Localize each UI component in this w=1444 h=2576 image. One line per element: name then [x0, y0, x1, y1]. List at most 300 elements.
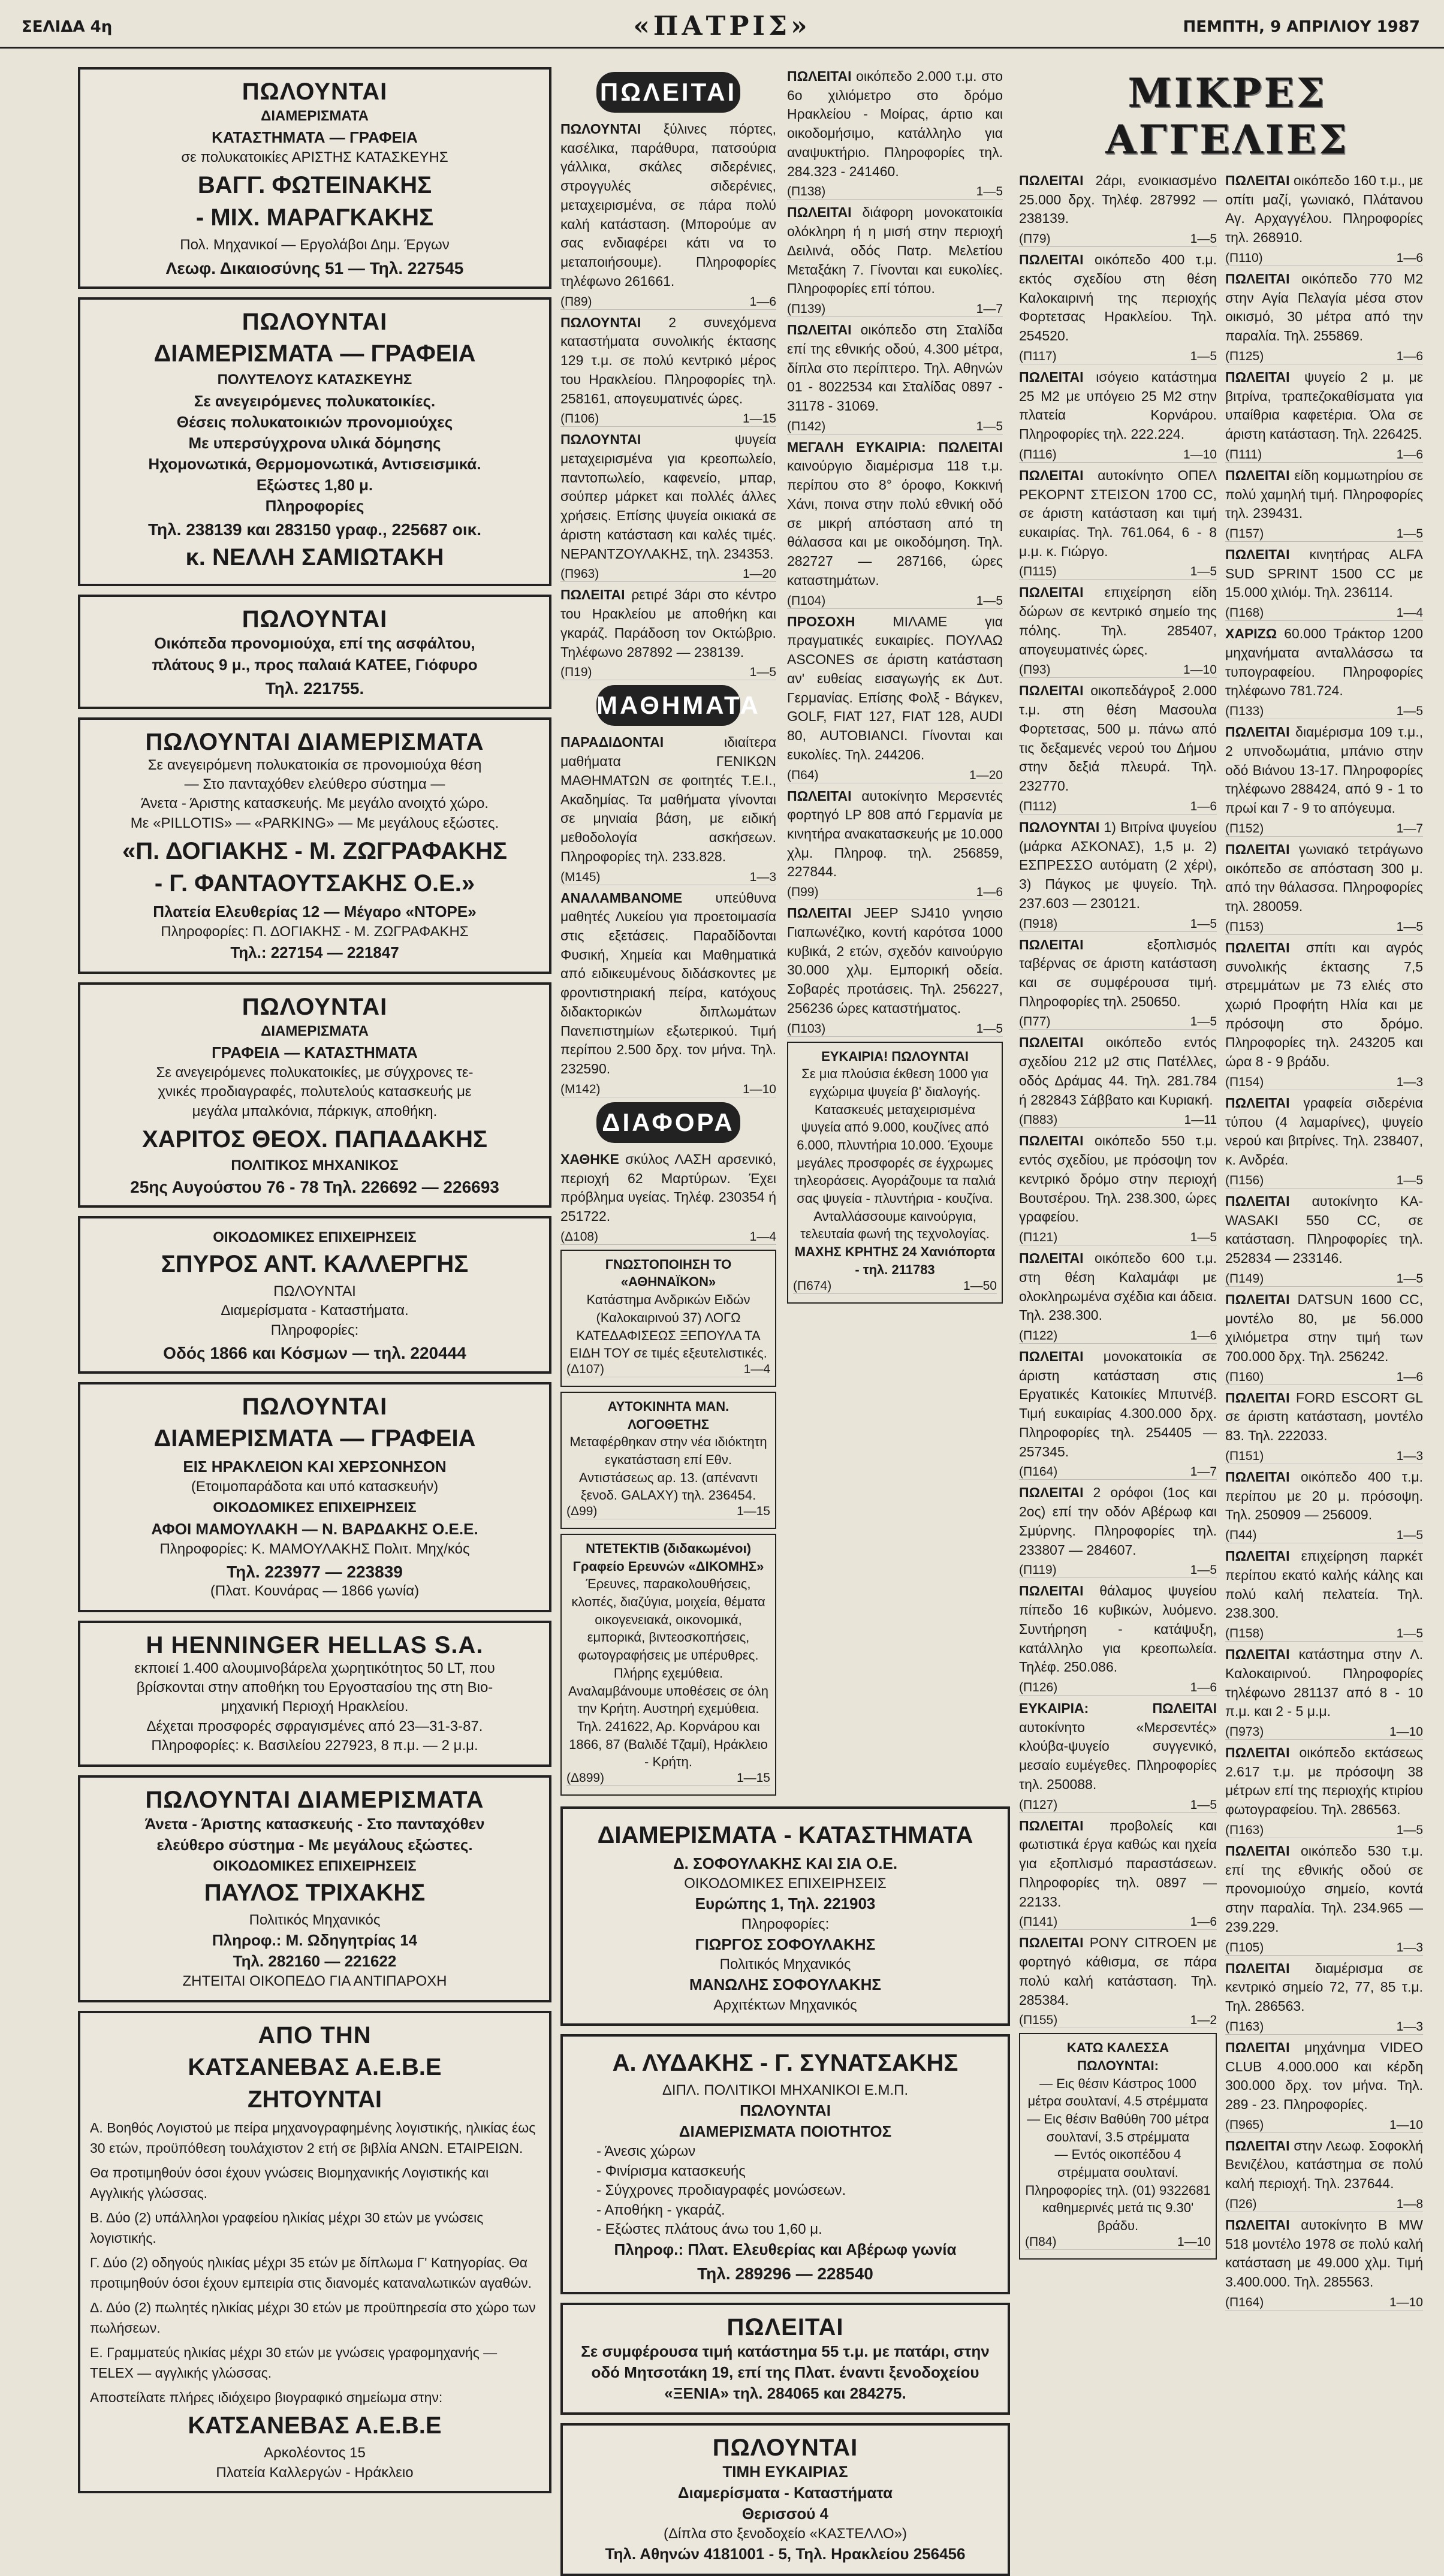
classified-ad	[1019, 1699, 1217, 1794]
ad-text: οικόπεδο εκτάσεως 2.617 τ.μ. με πρόσοψη 38 μέτρων επί της περιοχής κτιρίου φωτογραφείου. Τηλ. 286563.	[1225, 1745, 1424, 1818]
ad-line: μεγάλα μπαλκόνια, πάρκιγκ, αποθήκη.	[192, 1103, 438, 1120]
ad-code: 1—6	[1396, 349, 1423, 363]
ad-text: JEEP SJ410 γνησιο Γιαπωνέζικο, κοντή καρότσα 1000 κυβικά, 2 ετών, σχεδόν καινούργιο 30.000 χλμ. Εμπορική οδεία. Σοβαρές προτάσεις. Τηλ. 256227, 256236 ώρες καταστήματος.	[787, 905, 1003, 1016]
ad-code: 1—6	[1396, 447, 1423, 461]
ad-ref: (Π155)	[1019, 2013, 1058, 2028]
ad-text: οικοπεδάγροξ 2.000 τ.μ. στη θέση Μασουλα Φορτετσας, 500 μ. πάνω από τις δεξαμενές νερού του Δήμου στην δεξιά πλευρά. Τηλ. 232770.	[1019, 683, 1217, 794]
ad-footer	[1225, 1627, 1423, 1642]
ad-phone: Τηλ. 289296 — 228540	[697, 2264, 873, 2283]
ad-name: - Γ. ΦΑΝΤΑΟΥΤΣΑΚΗΣ Ο.Ε.»	[154, 870, 475, 897]
ad-code: 1—10	[1183, 663, 1217, 677]
ad-code: 1—5	[1396, 704, 1423, 719]
ad-title: ΠΩΛΟΥΝΤΑΙ	[242, 993, 388, 1020]
classified-ad	[1225, 1290, 1423, 1367]
ad-text: οικόπεδο 550 τ.μ. εντός σχεδίου, με πρόσοψη τον κεντρικό δρόμο στην περιοχή Βουτσέρου. Τηλ. 238.300, ώρες γραφείου.	[1019, 1133, 1217, 1225]
ad-ref: (Π158)	[1225, 1627, 1264, 1641]
ad-phone: Τηλ. 282160 — 221622	[233, 1952, 397, 1971]
ad-ref: (Π164)	[1019, 1465, 1058, 1479]
ad-footer	[1019, 1798, 1217, 1813]
ad-footer	[1225, 1823, 1423, 1838]
ad-text: Έρευνες, παρακολουθήσεις, κλοπές, διαζύγια, μοιχεία, θέματα οικογενειακά, οικονομικά, εμπορικά, βιντεοσκοπήσεις, φωτογραφήσεις με υπέρυθρες. Πλήρης εχεμύθεια. Αναλαμβάνουμε υποθέσεις σε όλη την Κρήτη. Αυστηρή εχεμύθεια. Τηλ. 241622, Αρ. Κορνάρου και 1866, 87 (Βαλιδέ Τζαμί), Ηράκλειο - Κρήτη.	[568, 1576, 768, 1770]
ad-head: ΠΩΛΕΙΤΑΙ	[1225, 1291, 1290, 1307]
ad-ref: (Π121)	[1019, 1230, 1058, 1245]
ad-head: ΠΩΛΕΙΤΑΙ	[1225, 2137, 1290, 2153]
ad-text: οικόπεδο 600 τ.μ. στη θέση Καλαμάφι με ολοκληρωμένα σχέδια και άδεια. Τηλ. 238.300.	[1019, 1250, 1217, 1323]
ad-line: ελεύθερο σύστημα - Με μεγάλους εξώστες.	[156, 1835, 473, 1854]
ad-footer	[787, 885, 1003, 900]
ad-phone: Πληροφορίες τηλ. (01) 9322681 καθημερινές μετά τις 9.30' βράδυ.	[1025, 2182, 1211, 2234]
classified-ad	[787, 904, 1003, 1018]
ad-line: (Ετοιμοπαράδοτα και υπό κατασκευήν)	[191, 1479, 439, 1495]
ad-subtitle: ΟΙΚΟΔΟΜΙΚΕΣ ΕΠΙΧΕΙΡΗΣΕΙΣ	[213, 1857, 417, 1874]
ad-ref: (Π156)	[1225, 1173, 1264, 1187]
ad-footer	[787, 1022, 1003, 1037]
ad-head: ΠΩΛΕΙΤΑΙ	[1019, 173, 1084, 188]
ad-list	[560, 120, 776, 680]
ad-footer	[787, 420, 1003, 435]
list-item: - Εξώστες πλάτους άνω του 1,60 μ.	[596, 2221, 822, 2238]
classified-ad	[1019, 818, 1217, 913]
ad-title: ΠΩΛΟΥΝΤΑΙ	[242, 308, 388, 335]
ad-ref: (Π112)	[1019, 799, 1057, 813]
ad-name: ΧΑΡΙΤΟΣ ΘΕΟΧ. ΠΑΠΑΔΑΚΗΣ	[141, 1126, 488, 1153]
ad-phone: Οδός 1866 και Κόσμων — τηλ. 220444	[163, 1344, 466, 1363]
subcolumn-a	[1019, 171, 1217, 2264]
ad-title: ΝΤΕΤΕΚΤΙΒ (διδακωμένοι) Γραφείο Ερευνών «ΔΙΚΟΜΗΣ»	[572, 1541, 764, 1574]
ad-text: ξύλινες πόρτες, κασέλικα, παράθυρα, πατσούρια γάλλικα, σκάλες σιδερένιες, στρογγυλές σιδερένιες, μεταχειρισμένα, σε πάρα πολύ καλή κατάσταση. (Μπορούμε αν σας ενδιαφέρει κάτι να το μεταποιήσουμε). Πληροφορίες τηλέφωνο 261661.	[560, 121, 777, 289]
ad-code: 1—6	[749, 294, 776, 309]
ad-line: — Στο πανταχόθεν ελεύθερο σύστημα —	[184, 776, 445, 793]
classified-ad	[1225, 368, 1423, 444]
ad-subtitle: ΟΙΚΟΔΟΜΙΚΕΣ ΕΠΙΧΕΙΡΗΣΕΙΣ	[213, 1229, 417, 1246]
ad-footer	[1225, 2118, 1423, 2133]
ad-code: 1—10	[1389, 2295, 1423, 2309]
ad-name: ΣΠΥΡΟΣ ΑΝΤ. ΚΑΛΛΕΡΓΗΣ	[161, 1251, 469, 1278]
ad-ref: (Π674)	[793, 1278, 832, 1293]
ad-text: οικόπεδο 530 τ.μ. επί της εθνικής οδού σε προνομιούχο σημείο, κοντά στην παραλία. Τηλ. 234.965 — 239.229.	[1225, 1842, 1423, 1935]
ad-phone: Τηλ.: 227154 — 221847	[230, 943, 399, 961]
ad-text: γωνιακό τετράγωνο οικόπεδο σε απόσταση 300 μ. από την θάλασσα. Πληροφορίες τηλ. 280059.	[1225, 841, 1423, 915]
ad-text: ΜΙΛΑΜΕ για πραγματικές ευκαιρίες. ΠΟΥΛΑΩ ASCONES σε άριστη κατάσταση αν' ευθείας εισαγωγής εκ Δυτ. Γερμανίας. Επίσης Φολξ - Βάγκεν, GOLF, FIAT 127, FIAT 128, AUDI 80, AUTOBIANCI. Γίνονται και ευκολίες. Τηλ. 244206.	[787, 613, 1003, 762]
ad-info: Πληροφ.: Μ. Ωδηγητρίας 14	[212, 1931, 418, 1950]
ad-ref: (Π157)	[1225, 527, 1264, 541]
ad-footer	[1225, 1370, 1423, 1385]
ad-title: ΑΥΤΟΚΙΝΗΤΑ ΜΑΝ. ΛΟΓΟΘΕΤΗΣ	[607, 1398, 729, 1432]
ad-line: Πληροφορίες: κ. Βασιλείου 227923, 8 π.μ. — 2 μ.μ.	[151, 1738, 478, 1754]
ad-line: μηχανική Περιοχή Ηρακλείου.	[221, 1699, 409, 1715]
ad-code: 1—2	[1190, 2013, 1217, 2028]
ad-ref: (Π126)	[1019, 1681, 1058, 1694]
ad-footer	[560, 295, 776, 310]
ad-box-thirisou	[560, 2423, 1010, 2576]
subcolumn-right	[787, 67, 1003, 1308]
ad-subtitle: ΔΙΠΛ. ΠΟΛΙΤΙΚΟΙ ΜΗΧΑΝΙΚΟΙ Ε.Μ.Π.	[662, 2082, 909, 2098]
ad-code: 1—5	[976, 593, 1003, 608]
ad-subtitle: Δ. ΣΟΦΟΥΛΑΚΗΣ ΚΑΙ ΣΙΑ Ο.Ε.	[673, 1854, 898, 1872]
subcolumn-b	[1225, 171, 1423, 2314]
ad-ref: (Π152)	[1225, 821, 1264, 835]
ad-box-fotinakis	[78, 67, 551, 289]
ad-line: Πληροφορίες:	[741, 1916, 830, 1932]
ad-code: 1—5	[1396, 1173, 1423, 1187]
classified-ad	[1019, 1033, 1217, 1109]
ad-text: ισόγειο κατάστημα 25 Μ2 με υπόγειο 25 Μ2 στην πλατεία Κορνάρου. Πληροφορίες τηλ. 222.224.	[1019, 369, 1217, 442]
ad-code: 1—7	[1396, 821, 1423, 835]
ad-text: διαμέρισμα σε κεντρικό σημείο 72, 77, 85 τ.μ. Τηλ. 286563.	[1225, 1960, 1423, 2014]
ad-address: Αρκολέοντος 15	[264, 2445, 366, 2462]
classified-ad	[787, 787, 1003, 882]
ad-text: σκύλος ΛΑΣΗ αρσενικό, περιοχή 62 Μαρτύρων. Έχει πρόβλημα υγείας. Τηλέφ. 230354 ή 251722.	[560, 1151, 776, 1224]
ad-subtitle: ΔΙΑΜΕΡΙΣΜΑΤΑ	[261, 108, 369, 124]
ad-text: οικόπεδο 160 τ.μ., με οπίτι μαζί, γωνιακό, Πλάτανου Αγ. Αρχαγγέλου. Πληροφορίες τηλ. 268910.	[1225, 173, 1423, 246]
ad-line: Με «PILLOTIS» — «PARKING» — Με μεγάλους εξώστες.	[130, 815, 499, 831]
ad-line: Με υπερσύγχρονα υλικά δόμησης	[188, 434, 441, 453]
ad-footer	[1019, 349, 1217, 364]
ad-code: 1—5	[1190, 1563, 1217, 1577]
ad-text: εξοπλισμός ταβέρνας σε άριστη κατάσταση και σε συμφέρουσα τιμή. Πληροφορίες τηλ. 250650.	[1019, 936, 1217, 1009]
list-item: — Εις θέσιν Κάστρος 1000 μέτρα σουλτανί, 4.5 στρέμματα	[1027, 2076, 1208, 2109]
ad-name: - ΜΙΧ. ΜΑΡΑΓΚΑΚΗΣ	[195, 204, 434, 231]
ad-ref: (Π160)	[1225, 1370, 1264, 1384]
ad-title: ΚΑΤΩ ΚΑΛΕΣΣΑ ΠΩΛΟΥΝΤΑΙ:	[1066, 2040, 1169, 2073]
ad-phone: Τηλ. Αθηνών 4181001 - 5, Τηλ. Ηρακλείου 256456	[605, 2545, 966, 2563]
classified-ad	[1225, 723, 1423, 818]
ad-box-trichakis	[78, 1775, 551, 2002]
ad-code: 1—10	[1389, 1725, 1423, 1739]
ad-footer	[787, 185, 1003, 200]
ad-head: ΠΩΛΕΙΤΑΙ	[1225, 467, 1290, 483]
ad-list	[1225, 171, 1423, 2310]
ad-text: 2 ορόφοι (1ος και 2ος) επί την οδόν Αβέρωφ και Σμύρνης. Πληροφορίες τηλ. 233807 — 284607.	[1019, 1485, 1217, 1558]
ad-code: 1—5	[1396, 919, 1423, 934]
classified-ad	[1225, 171, 1423, 248]
ad-address: (Πλατ. Κουνάρας — 1866 γωνία)	[210, 1583, 420, 1600]
ad-footer	[1225, 704, 1423, 719]
ad-footer	[1019, 1465, 1217, 1480]
ad-line: Εξώστες 1,80 μ.	[256, 476, 373, 494]
ad-ref: (Π153)	[1225, 919, 1264, 934]
masthead	[0, 0, 1444, 49]
ad-code: 1—5	[1190, 1797, 1217, 1812]
ad-text: κατάστημα στην Λ. Καλοκαιρινού. Πληροφορίες τηλέφωνο 281137 από 8 - 10 π.μ. και 2 - 5 μ.μ.	[1225, 1646, 1423, 1720]
ad-ref: (Π104)	[787, 593, 826, 608]
job-item: Ε. Γραμματεύς ηλικίας μέχρι 30 ετών με γνώσεις γραφομηχανής — TELEX — αγγλικής γλώσσας.	[90, 2344, 498, 2381]
ad-text: οικόπεδο 2.000 τ.μ. στο 6ο χιλιόμετρο στο δρόμο Ηρακλείου - Μοίρας, άρτιο και οικοδομήσιμο, κατάλληλο για αναψυκτήριο. Πληροφορίες τηλ. 284.323 - 241460.	[787, 68, 1003, 179]
ad-text: 1) Βιτρίνα ψυγείου (μάρκα ΑΣΚΟΝΑΣ), 1,5 μ. 2) ΕΣΠΡΕΣΣΟ αυτόματη (2 χέρι), 3) Πάγκος με ψυγείο. Τηλ. 237.603 — 230121.	[1019, 819, 1217, 911]
ad-line: Άνετα - Άριστης κατασκευής. Με μεγάλο ανοιχτό χώρο.	[140, 795, 489, 812]
ad-ref: (Π138)	[787, 185, 826, 199]
ad-ref: (Π918)	[1019, 916, 1058, 931]
classified-ad	[1225, 2038, 1423, 2115]
classified-ad	[1225, 1959, 1423, 2016]
ad-head: ΠΩΛΕΙΤΑΙ	[1019, 1348, 1084, 1364]
ad-code: 1—15	[736, 1770, 770, 1785]
ad-ref: (Π142)	[787, 419, 826, 433]
classified-ad	[1019, 1582, 1217, 1677]
ad-kato-kalessa	[1019, 2033, 1217, 2260]
ad-line: Θέσεις πολυκατοικιών προνομιούχες	[176, 412, 453, 431]
ad-line: Θερισσού 4	[741, 2505, 829, 2523]
ad-footer	[1019, 1915, 1217, 1930]
classified-ad	[787, 67, 1003, 181]
ad-code: 1—5	[976, 1021, 1003, 1036]
ad-code: 1—5	[1190, 916, 1217, 931]
ad-head: ΠΩΛΕΙΤΑΙ	[1225, 270, 1290, 286]
classified-ad	[1019, 1483, 1217, 1560]
ad-code: 1—5	[1190, 565, 1217, 579]
ad-footer	[1225, 1941, 1423, 1956]
ad-line: ΠΩΛΟΥΝΤΑΙ	[273, 1283, 356, 1300]
ad-ref: (Π99)	[787, 885, 819, 900]
ad-box-papadakis	[78, 982, 551, 1208]
list-item: — Εντός οικοπέδου 4 στρέμματα σουλτανί.	[1054, 2147, 1181, 2180]
ad-text: οικόπεδο 770 Μ2 στην Αγία Πελαγία μέσα στον οικισμό, 30 μέτρα από την παραλία. Τηλ. 255869.	[1225, 270, 1423, 344]
ad-line: βρίσκονται στην αποθήκη του Εργοστασίου της στη Βιο-	[136, 1679, 493, 1696]
ad-ref: (Π106)	[560, 412, 599, 426]
classified-ad	[1225, 1192, 1423, 1268]
classified-ad	[560, 313, 776, 409]
ad-ref: (Π973)	[1225, 1725, 1264, 1739]
ad-ref: (Π965)	[1225, 2117, 1264, 2132]
ad-head: ΠΩΛΕΙΤΑΙ	[1225, 841, 1290, 857]
ad-ref: (Π151)	[1225, 1449, 1264, 1463]
ad-code: 1—5	[1190, 1015, 1217, 1029]
ad-head: ΠΩΛΕΙΤΑΙ	[1019, 1133, 1084, 1149]
ad-line: Διαμερίσματα - Καταστήματα	[677, 2483, 893, 2502]
ad-footer	[1225, 448, 1423, 463]
ad-head: ΠΩΛΕΙΤΑΙ	[1225, 369, 1290, 385]
ad-line: Ευρώπης 1, Τηλ. 221903	[695, 1895, 876, 1913]
ad-head: ΠΩΛΕΙΤΑΙ	[1225, 724, 1290, 740]
ad-head: ΠΩΛΕΙΤΑΙ	[1225, 547, 1290, 563]
section-header-mikres-aggelies: ΜΙΚΡΕΣ ΑΓΓΕΛΙΕΣ	[1105, 70, 1349, 163]
ad-ref: (Π116)	[1019, 447, 1057, 461]
ad-title: ΠΩΛΟΥΝΤΑΙ	[242, 1393, 388, 1420]
ad-code: 1—10	[1177, 2234, 1211, 2249]
ad-head: ΠΩΛΕΙΤΑΙ	[1225, 939, 1290, 955]
ad-footer	[1019, 1015, 1217, 1030]
ad-box-samiotaki	[78, 297, 551, 587]
ad-head: ΠΩΛΕΙΤΑΙ	[787, 68, 852, 84]
ad-head: ΠΩΛΟΥΝΤΑΙ	[560, 314, 641, 330]
ad-title: ΠΩΛΟΥΝΤΑΙ	[712, 2434, 858, 2461]
ad-head: ΠΩΛΕΙΤΑΙ	[1019, 1034, 1084, 1051]
ad-text: μηχάνημα VIDEO CLUB 4.000.000 και κέρδη 300.000 δρχ. τον μήνα. Τηλ. 289 - 23. Πληροφορίες.	[1225, 2039, 1423, 2113]
ad-text: καινούργιο διαμέρισμα 118 τ.μ. περίπου στο 8° όροφο, Κοκκινή Χάνι, ποινα στην πολύ εθνική οδό σε μικρή απόσταση από τη θάλασσα και με οικοδόμηση. Τηλ. 282727 — 287166, ώρες καταστημάτων.	[787, 458, 1003, 588]
ad-footer	[1019, 2013, 1217, 2028]
classified-ad	[1019, 583, 1217, 659]
subcolumn-left	[560, 67, 776, 1800]
ad-ref: (Π64)	[787, 768, 819, 782]
ad-ref: (Π154)	[1225, 1075, 1264, 1089]
ad-ref: (Π79)	[1019, 232, 1051, 246]
ad-name: κ. ΝΕΛΛΗ ΣΑΜΙΩΤΑΚΗ	[185, 544, 444, 571]
ad-line: Σε ανεγειρόμενες πολυκατοικίες.	[194, 391, 436, 410]
job-item: Θα προτιμηθούν όσοι έχουν γνώσεις Βιομηχανικής Λογιστικής και Αγγλικής γλώσσας.	[90, 2164, 489, 2201]
ad-box-katastima	[560, 2303, 1010, 2415]
ad-ref: (Π125)	[1225, 349, 1264, 363]
ad-name: ΒΑΓΓ. ΦΩΤΕΙΝΑΚΗΣ	[197, 172, 432, 199]
ad-code: 1—4	[749, 1229, 776, 1244]
page-number: ΣΕΛΙΔΑ 4η	[22, 18, 113, 36]
ad-head: ΠΩΛΕΙΤΑΙ	[787, 322, 852, 338]
ad-footer	[1225, 1449, 1423, 1464]
classified-ad	[1225, 1645, 1423, 1721]
ad-ref: (Π164)	[1225, 2295, 1264, 2309]
ad-head: ΠΩΛΕΙΤΑΙ	[1225, 173, 1290, 188]
ad-ref: (Δ99)	[566, 1504, 598, 1519]
ad-head: ΧΑΘΗΚΕ	[560, 1151, 619, 1167]
ad-text: μονοκατοικία σε άριστη κατάσταση στις Εργατικές Κατοικίες Μπυτνέβ. Τιμή ευκαιρίας 4.300.000 δρχ. Πληροφορίες τηλ. 254405 — 257345.	[1019, 1348, 1217, 1459]
ad-head: ΠΩΛΟΥΝΤΑΙ	[560, 432, 641, 448]
ad-footer	[1019, 232, 1217, 247]
ad-text: διαμέρισμα 109 τ.μ., 2 υπνοδωμάτια, μπάνιο στην οδό Βιάνου 13-17. Πληροφορίες τηλέφωνο 288424, από 9 - 1 το πρωί και 7 - 9 το απόγευμα.	[1225, 724, 1423, 816]
ad-ref: (Π26)	[1225, 2197, 1257, 2211]
ad-name: ΠΑΥΛΟΣ ΤΡΙΧΑΚΗΣ	[204, 1879, 426, 1906]
job-item: Αποστείλατε πλήρες ιδιόχειρο βιογραφικό σημείωμα στην:	[90, 2389, 443, 2405]
ad-info: Πληροφορίες: Π. ΔΟΓΙΑΚΗΣ - Μ. ΖΩΓΡΑΦΑΚΗΣ	[161, 924, 469, 940]
ad-role: Πολιτικός Μηχανικός	[719, 1956, 851, 1973]
classified-ad	[1225, 1842, 1423, 1937]
ad-footer	[1225, 920, 1423, 935]
ad-subtitle: ΔΙΑΜΕΡΙΣΜΑΤΑ	[261, 1022, 369, 1039]
ad-ref: (Π163)	[1225, 1823, 1264, 1837]
ad-name: ΜΑΝΩΛΗΣ ΣΟΦΟΥΛΑΚΗΣ	[689, 1975, 881, 1994]
ad-code: 1—10	[1389, 2117, 1423, 2132]
ad-box-mamoulakis	[78, 1382, 551, 1612]
ad-title: ΔΙΑΜΕΡΙΣΜΑΤΑ - ΚΑΤΑΣΤΗΜΑΤΑ	[597, 1821, 973, 1848]
ad-code: 1—4	[743, 1362, 770, 1376]
classified-ad	[787, 203, 1003, 298]
job-item: Δ. Δύο (2) πωλητές ηλικίας μέχρι 30 ετών με προϋπηρεσία στο χώρο των πωλήσεων.	[90, 2299, 536, 2336]
classified-ad	[1225, 625, 1423, 701]
ad-text: προβολείς και φωτιστικά έργα καθώς και ηχεία για εξοπλισμό παραστάσεων. Πληροφορίες τηλ. 0897 — 22133.	[1019, 1817, 1217, 1910]
ad-box-katsanevas	[78, 2011, 551, 2493]
ad-title: ΠΩΛΟΥΝΤΑΙ ΔΙΑΜΕΡΙΣΜΑΤΑ	[145, 728, 484, 755]
classified-ad	[1225, 1389, 1423, 1446]
ad-footer	[1019, 663, 1217, 678]
ad-code: 1—6	[1396, 1370, 1423, 1384]
ad-code: 1—6	[976, 885, 1003, 900]
ad-text: οικόπεδο εντός σχεδίου 212 μ2 στις Πατέλλες, οδός Δράμας 44. Τηλ. 281.784 ή 282843 Σάββατο και Κυριακή.	[1019, 1034, 1217, 1108]
ad-ref: (Μ145)	[560, 870, 601, 884]
ad-phone: Τηλ. 221755.	[265, 678, 364, 698]
ad-footer	[787, 302, 1003, 317]
ad-title: Η HENNINGER HELLAS S.A.	[146, 1631, 484, 1658]
list-item: - Σύγχρονες προδιαγραφές μονώσεων.	[596, 2182, 846, 2199]
ad-line: ΠΩΛΟΥΝΤΑΙ	[740, 2101, 831, 2120]
ad-head: ΠΩΛΕΙΤΑΙ	[1225, 1745, 1290, 1760]
ad-headline: ΖΗΤΟΥΝΤΑΙ	[247, 2086, 382, 2113]
classified-ad	[1019, 368, 1217, 444]
ad-code: 1—10	[742, 1082, 776, 1096]
ad-autokinita	[560, 1392, 776, 1529]
job-item: Γ. Δύο (2) οδηγούς ηλικίας μέχρι 35 ετών με δίπλωμα Γ' Κατηγορίας. Θα προτιμηθούν όσοι έχουν εμπειρία στις διανομές καταναλωτικών αγαθών.	[90, 2254, 532, 2291]
ad-code: 1—5	[1396, 1528, 1423, 1543]
ad-head: ΠΩΛΕΙΤΑΙ	[1019, 584, 1084, 601]
ad-ref: (Π93)	[1019, 663, 1051, 677]
list-item: - Άνεσις χώρων	[596, 2143, 696, 2160]
ad-text: αυτοκίνητο ΚΑ-WASAKI 550 CC, σε κατάσταση. Πληροφορίες τηλ. 252834 — 233146.	[1225, 1193, 1423, 1266]
section-banner-poleitai: ΠΩΛΕΙΤΑΙ	[596, 72, 740, 113]
ad-footer	[1225, 822, 1423, 837]
ad-head: ΑΝΑΛΑΜΒΑΝΟΜΕ	[560, 889, 683, 906]
ad-head: ΠΩΛΕΙΤΑΙ	[1019, 936, 1084, 952]
newspaper-title: «ΠΑΤΡΙΣ»	[633, 11, 811, 41]
ad-footer	[1019, 448, 1217, 463]
ad-name: ΚΑΤΣΑΝΕΒΑΣ Α.Ε.Β.Ε	[188, 2053, 442, 2080]
classified-ad	[787, 438, 1003, 590]
ad-line: (Δίπλα στο ξενοδοχείο «ΚΑΣΤΕΛΛΟ»)	[664, 2526, 907, 2542]
ad-ref: (Π163)	[1225, 2019, 1264, 2034]
classified-ad	[1225, 2137, 1423, 2194]
ad-ref: (Π139)	[787, 302, 826, 316]
ad-ntetektiv	[560, 1534, 776, 1796]
ad-title: Α. ΛΥΔΑΚΗΣ - Γ. ΣΥΝΑΤΣΑΚΗΣ	[612, 2049, 958, 2076]
ad-footer	[1225, 2296, 1423, 2310]
ad-head: ΠΩΛΕΙΤΑΙ	[1019, 683, 1084, 699]
ad-footer	[1225, 606, 1423, 621]
ad-role: ΠΟΛΙΤΙΚΟΣ ΜΗΧΑΝΙΚΟΣ	[231, 1157, 399, 1174]
ad-head: ΠΩΛΕΙΤΑΙ	[1225, 1094, 1290, 1111]
ad-text: ψυγεία μεταχειρισμένα για κρεοπωλείο, παντοπωλείο, καφενείο, μπαρ, σούπερ μάρκετ και πολλές άλλες χρήσεις. Επίσης ψυγεία οικιακά σε άριστη κατάσταση και καλές τιμές. ΝΕΡΑΝΤΖΟΥΛΑΚΗΣ, τηλ. 234353.	[560, 432, 776, 562]
ad-head: ΠΩΛΕΙΤΑΙ	[1225, 1842, 1290, 1859]
ad-line: Πληροφορίες:	[270, 1322, 359, 1338]
classified-ad	[1225, 1547, 1423, 1623]
classified-ad	[1225, 270, 1423, 346]
ad-code: 1—8	[1396, 2197, 1423, 2211]
ad-line: Άνετα - Άριστης κατασκευής - Στο πανταχόθεν	[144, 1814, 485, 1833]
ad-head: ΠΩΛΕΙΤΑΙ	[1019, 252, 1084, 268]
ad-name: ΜΑΧΗΣ ΚΡΗΤΗΣ 24 Χανιόπορτα - τηλ. 211783	[794, 1244, 996, 1277]
classified-ad	[560, 1150, 776, 1226]
ad-footer	[1019, 1681, 1217, 1696]
ad-ref: (Π122)	[1019, 1328, 1058, 1343]
ad-text: 2άρι, ενοικιασμένο 25.000 δρχ. Τηλέφ. 287992 — 238139.	[1019, 173, 1217, 227]
ad-name: «Π. ΔΟΓΙΑΚΗΣ - Μ. ΖΩΓΡΑΦΑΚΗΣ	[122, 838, 508, 865]
ad-head: ΠΩΛΕΙΤΑΙ	[1225, 2039, 1290, 2055]
ad-head: ΠΩΛΕΙΤΑΙ	[1019, 1583, 1084, 1599]
ad-text: αυτοκίνητο «Μερσεντές» κλούβα-ψυγείο συγγενικό, μεσαίο ευμέγεθες. Πληροφορίες τηλ. 250088.	[1019, 1719, 1217, 1792]
ad-head: ΠΩΛΕΙΤΑΙ	[1019, 369, 1084, 385]
ad-line: Πληροφορίες	[265, 497, 364, 515]
ad-ref: (Π111)	[1225, 447, 1262, 461]
ad-code: 1—5	[1190, 1230, 1217, 1245]
ad-text: στην Λεωφ. Σοφοκλή Βενιζέλου, κατάστημα σε πολύ καλή περιοχή. Τηλ. 237644.	[1225, 2137, 1424, 2192]
ad-head: ΠΩΛΕΙΤΑΙ	[1225, 1960, 1290, 1976]
ad-title: ΠΩΛΕΙΤΑΙ	[726, 2313, 844, 2340]
ad-code: 1—6	[1190, 1915, 1217, 1929]
ad-box-kallergis	[78, 1216, 551, 1374]
classified-ad	[560, 120, 776, 291]
ad-text: Μεταφέρθηκαν στην νέα ιδιόκτητη εγκατάσταση επί Εθν. Αντιστάσεως αρ. 13. (απέναντι ξενοδ. GALAXY) τηλ. 236454.	[569, 1434, 767, 1503]
ad-head: ΠΩΛΕΙΤΑΙ	[1225, 1468, 1290, 1485]
ad-phone: 25ης Αυγούστου 76 - 78 Τηλ. 226692 — 226693	[130, 1178, 499, 1197]
ad-text: PONY CITROEN με φορτηγό κάθισμα, σε πάρα πολύ καλή κατάσταση. Τηλ. 285384.	[1019, 1935, 1217, 2008]
ad-headline: ΔΙΑΜΕΡΙΣΜΑΤΑ — ΓΡΑΦΕΙΑ	[153, 1425, 476, 1452]
ad-ref: (Π133)	[1225, 704, 1264, 719]
ad-list	[560, 733, 776, 1097]
ad-subtitle: ΤΙΜΗ ΕΥΚΑΙΡΙΑΣ	[722, 2462, 848, 2481]
ad-code: 1—20	[742, 567, 776, 581]
ad-text: κινητήρας ALFA SUD SPRINT 1500 CC με 15.000 χιλιόμ. Τηλ. 236114.	[1225, 547, 1423, 601]
ad-text: επιχείρηση παρκέτ περίπου εκατό καλής κάλης και πολύ καλή πελατεία. Τηλ. 238.300.	[1225, 1548, 1424, 1621]
ad-footer	[1019, 917, 1217, 932]
ad-text: γραφεία σιδερένια τύπου (4 λαμαρίνες), ψυγείο νερού και βιτρίνες. Τηλ. 238407, κ. Ανδρέα.	[1225, 1094, 1423, 1168]
ad-code: 1—4	[1396, 606, 1423, 620]
ad-head: ΧΑΡΙΖΩ	[1225, 626, 1277, 642]
ad-code: 1—5	[1396, 1271, 1423, 1286]
